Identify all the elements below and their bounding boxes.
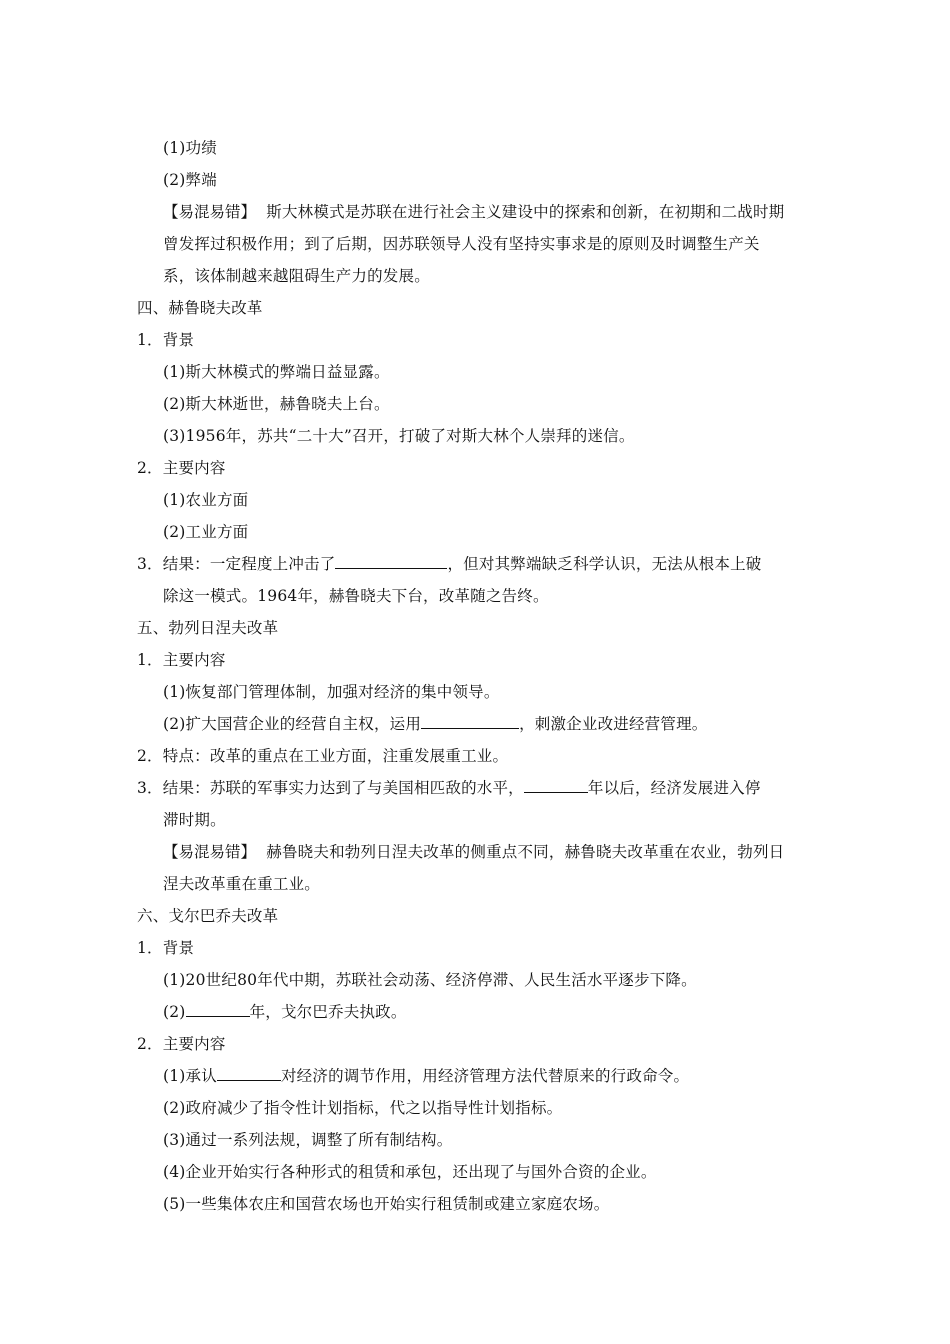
tip-paragraph-line: 系，该体制越来越阻碍生产力的发展。: [163, 267, 430, 285]
achievements-item: (1)功绩: [163, 139, 217, 157]
list-item: (1)斯大林模式的弊端日益显露。: [163, 363, 390, 381]
tip-paragraph-line: 曾发挥过积极作用；到了后期，因苏联领导人没有坚持实事求是的原则及时调整生产关: [163, 235, 760, 253]
item-text: (2)扩大国营企业的经营自主权，运用: [163, 715, 422, 733]
item-text: (2): [163, 1003, 186, 1021]
tip-text: 赫鲁晓夫和勃列日涅夫改革的侧重点不同，赫鲁晓夫改革重在农业，勃列日: [266, 843, 785, 861]
feature-line: 2．特点：改革的重点在工业方面，注重发展重工业。: [137, 747, 509, 765]
subsection-heading: 1．主要内容: [137, 651, 226, 669]
result-continuation: 除这一模式。1964年，赫鲁晓夫下台，改革随之告终。: [163, 587, 549, 605]
subsection-heading: 1．背景: [137, 939, 195, 957]
list-item: (3)1956年，苏共“二十大”召开，打破了对斯大林个人崇拜的迷信。: [163, 427, 635, 445]
list-item: (2)政府减少了指令性计划指标，代之以指导性计划指标。: [163, 1099, 563, 1117]
tip-text: 斯大林模式是苏联在进行社会主义建设中的探索和创新，在初期和二战时期: [266, 203, 785, 221]
list-item: [163, 714, 707, 734]
result-text: ，但对其弊端缺乏科学认识，无法从根本上破: [447, 555, 762, 573]
list-item: (1)农业方面: [163, 491, 249, 509]
fill-blank[interactable]: [335, 554, 447, 569]
list-item: (3)通过一系列法规，调整了所有制结构。: [163, 1131, 453, 1149]
tip-paragraph-line: 涅夫改革重在重工业。: [163, 875, 321, 893]
result-text: 3．结果：一定程度上冲击了: [137, 555, 336, 573]
section-heading: 五、勃列日涅夫改革: [137, 619, 279, 637]
tip-paragraph-line: [163, 202, 784, 222]
tip-paragraph-line: [163, 842, 784, 862]
subsection-heading: 2．主要内容: [137, 459, 226, 477]
list-item: (2)斯大林逝世，赫鲁晓夫上台。: [163, 395, 390, 413]
fill-blank[interactable]: [217, 1066, 281, 1081]
list-item: (2)工业方面: [163, 523, 249, 541]
result-text: 3．结果：苏联的军事实力达到了与美国相匹敌的水平，: [137, 779, 524, 797]
subsection-heading: 2．主要内容: [137, 1035, 226, 1053]
item-text: ，刺激企业改进经营管理。: [519, 715, 708, 733]
result-line: [137, 778, 761, 798]
section-heading: 四、赫鲁晓夫改革: [137, 299, 263, 317]
result-continuation: 滞时期。: [163, 811, 226, 829]
item-text: 对经济的调节作用，用经济管理方法代替原来的行政命令。: [280, 1067, 690, 1085]
fill-blank[interactable]: [421, 714, 519, 729]
result-text: 年以后，经济发展进入停: [587, 779, 761, 797]
section-heading: 六、戈尔巴乔夫改革: [137, 907, 279, 925]
tip-tag: 【易混易错】: [163, 203, 257, 221]
list-item: (1)恢复部门管理体制，加强对经济的集中领导。: [163, 683, 500, 701]
fill-blank[interactable]: [186, 1002, 250, 1017]
list-item: (5)一些集体农庄和国营农场也开始实行租赁制或建立家庭农场。: [163, 1195, 610, 1213]
item-text: (1)承认: [163, 1067, 217, 1085]
item-text: 年，戈尔巴乔夫执政。: [249, 1003, 407, 1021]
list-item: [163, 1002, 407, 1022]
list-item: (1)20世纪80年代中期，苏联社会动荡、经济停滞、人民生活水平逐步下降。: [163, 971, 697, 989]
subsection-heading: 1．背景: [137, 331, 195, 349]
list-item: (4)企业开始实行各种形式的租赁和承包，还出现了与国外合资的企业。: [163, 1163, 657, 1181]
drawbacks-item: (2)弊端: [163, 171, 217, 189]
result-line: [137, 554, 761, 574]
fill-blank[interactable]: [524, 778, 588, 793]
tip-tag: 【易混易错】: [163, 843, 257, 861]
list-item: [163, 1066, 689, 1086]
